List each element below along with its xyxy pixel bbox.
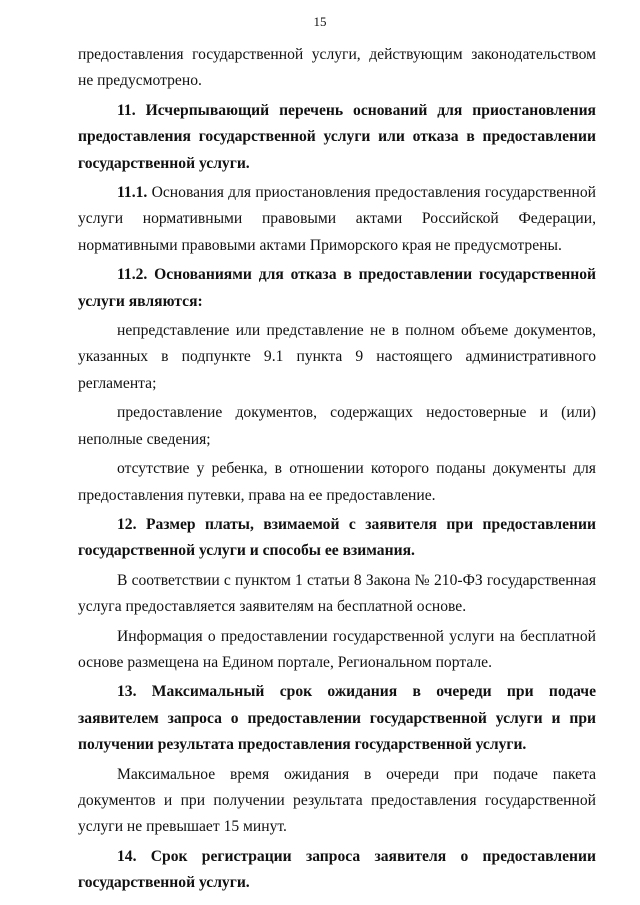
list-item-reason-3: отсутствие у ребенка, в отношении которого поданы документы для предоставления путевки, права на ее предоставление. <box>78 460 596 504</box>
section-heading-13: 13. Максимальный срок ожидания в очереди при подаче заявителем запроса о предоставлении государственной услуги и при получении результата предоставления государственной услуги. <box>78 683 596 754</box>
paragraph-13: Максимальное время ожидания в очереди при подаче пакета документов и при получении результата предоставления государственной услуги не превышает 15 минут. <box>78 765 596 836</box>
paragraph-continuation: предоставления государственной услуги, действующим законодательством не предусмотрено. <box>78 46 596 90</box>
section-heading-12: 12. Размер платы, взимаемой с заявителя при предоставлении государственной услуги и способы ее взимания. <box>78 515 596 560</box>
list-item-reason-2: предоставление документов, содержащих недостоверные и (или) неполные сведения; <box>78 404 596 448</box>
paragraph-12-a: В соответствии с пунктом 1 статьи 8 Закона № 210-ФЗ государственная услуга предоставляется заявителям на бесплатной основе. <box>78 571 596 616</box>
page-number: 15 <box>313 14 327 29</box>
document-body <box>78 42 596 900</box>
list-item-reason-1: непредставление или представление не в полном объеме документов, указанных в подпункте 9.1 пункта 9 настоящего административного регламента; <box>78 322 596 392</box>
section-heading-11: 11. Исчерпывающий перечень оснований для приостановления предоставления государственной услуги или отказа в предоставлении государственной услуги. <box>78 101 596 172</box>
paragraph-11-1 <box>78 180 596 259</box>
section-heading-14: 14. Срок регистрации запроса заявителя о предоставлении государственной услуги. <box>78 847 596 892</box>
paragraph-12-b: Информация о предоставлении государственной услуги на бесплатной основе размещена на Едином портале, Региональном портале. <box>78 627 596 671</box>
paragraph-text: Основания для приостановления предоставления государственной услуги нормативными правовыми актами Российской Федерации, нормативными правовыми актами Приморского края не предусмотрены. <box>78 184 596 254</box>
section-heading-11-2: 11.2. Основаниями для отказа в предоставлении государственной услуги являются: <box>78 266 596 310</box>
paragraph-number: 11.1. <box>117 184 148 202</box>
